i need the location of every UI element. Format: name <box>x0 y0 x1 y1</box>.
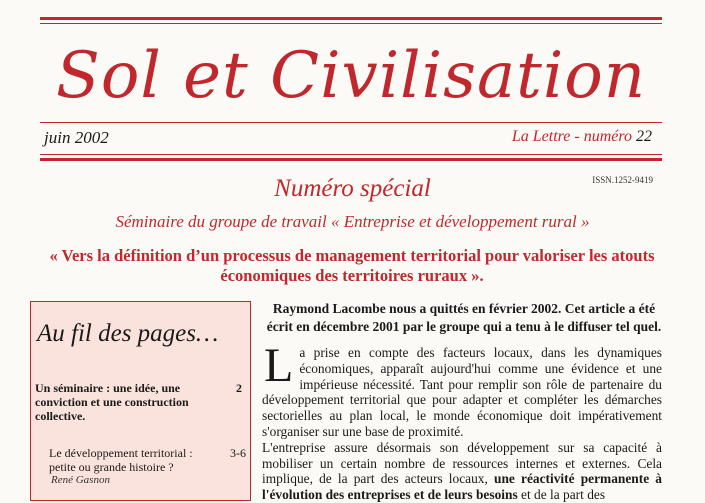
special-issue-title: Numéro spécial <box>274 175 431 202</box>
paragraph <box>262 339 662 440</box>
bottom-rule-thin <box>40 154 662 155</box>
issue-label: numéro <box>583 128 632 145</box>
issue-date: juin 2002 <box>44 128 109 147</box>
toc-item-page: 2 <box>236 381 242 395</box>
toc-item-page: 3-6 <box>230 446 246 460</box>
paragraph-text: et de la part des <box>521 487 606 503</box>
drop-cap: L <box>264 339 294 392</box>
contents-title: Au fil des pages… <box>37 320 219 347</box>
seminar-subtitle: Séminaire du groupe de travail « Entreprise et développement rural » <box>115 212 590 231</box>
issn: ISSN.1252-9419 <box>592 175 653 185</box>
series-name: La Lettre <box>511 128 571 145</box>
paragraph-text: L'entreprise assure désormais son développement sur sa capacité à mobiliser un certain nombre de ressources internes et externes. Cela implique, de la part des acteurs locaux, <box>262 439 662 487</box>
top-rule-thick <box>40 17 662 20</box>
issue-separator: - <box>570 128 584 145</box>
emphasis: une réactivité permanente à l'évolution des entreprises et de leurs besoins <box>262 471 662 503</box>
toc-item-text: Le développement territorial : petite ou grande histoire ? <box>49 446 193 474</box>
paragraph-text: a prise en compte des facteurs locaux, dans les dynamiques économiques, apparaît aujourd'hui comme une évidence et une impérieuse nécessité. Tant pour remplir son rôle de partenaire du développement territorial que pour adapter et compléter les démarches sectorielles au plan local, le monde économique doit impérativement s'organiser sur une base de proximité. <box>262 345 662 439</box>
mid-rule-thin <box>40 122 662 123</box>
main-headline: « Vers la définition d’un processus de management territorial pour valoriser les atouts économiques des territoires ruraux ». <box>49 246 655 285</box>
top-rule-thin <box>40 23 662 24</box>
toc-item[interactable] <box>35 381 242 425</box>
article-body <box>262 339 662 503</box>
toc-item-text: Un séminaire : une idée, une conviction et une construction collective. <box>35 381 189 423</box>
toc-author: René Gasnon <box>51 474 110 486</box>
issue-number: 22 <box>636 128 652 145</box>
article-intro: Raymond Lacombe nous a quittés en février 2002. Cet article a été écrit en décembre 2001 par le groupe qui a tenu à le diffuser tel quel. <box>266 301 662 334</box>
masthead-title: Sol et Civilisation <box>55 39 647 113</box>
toc-item[interactable] <box>49 446 246 476</box>
issue-info <box>512 128 652 146</box>
bottom-rule-thick <box>40 158 662 161</box>
contents-sidebar <box>30 301 251 501</box>
paragraph <box>262 440 662 503</box>
